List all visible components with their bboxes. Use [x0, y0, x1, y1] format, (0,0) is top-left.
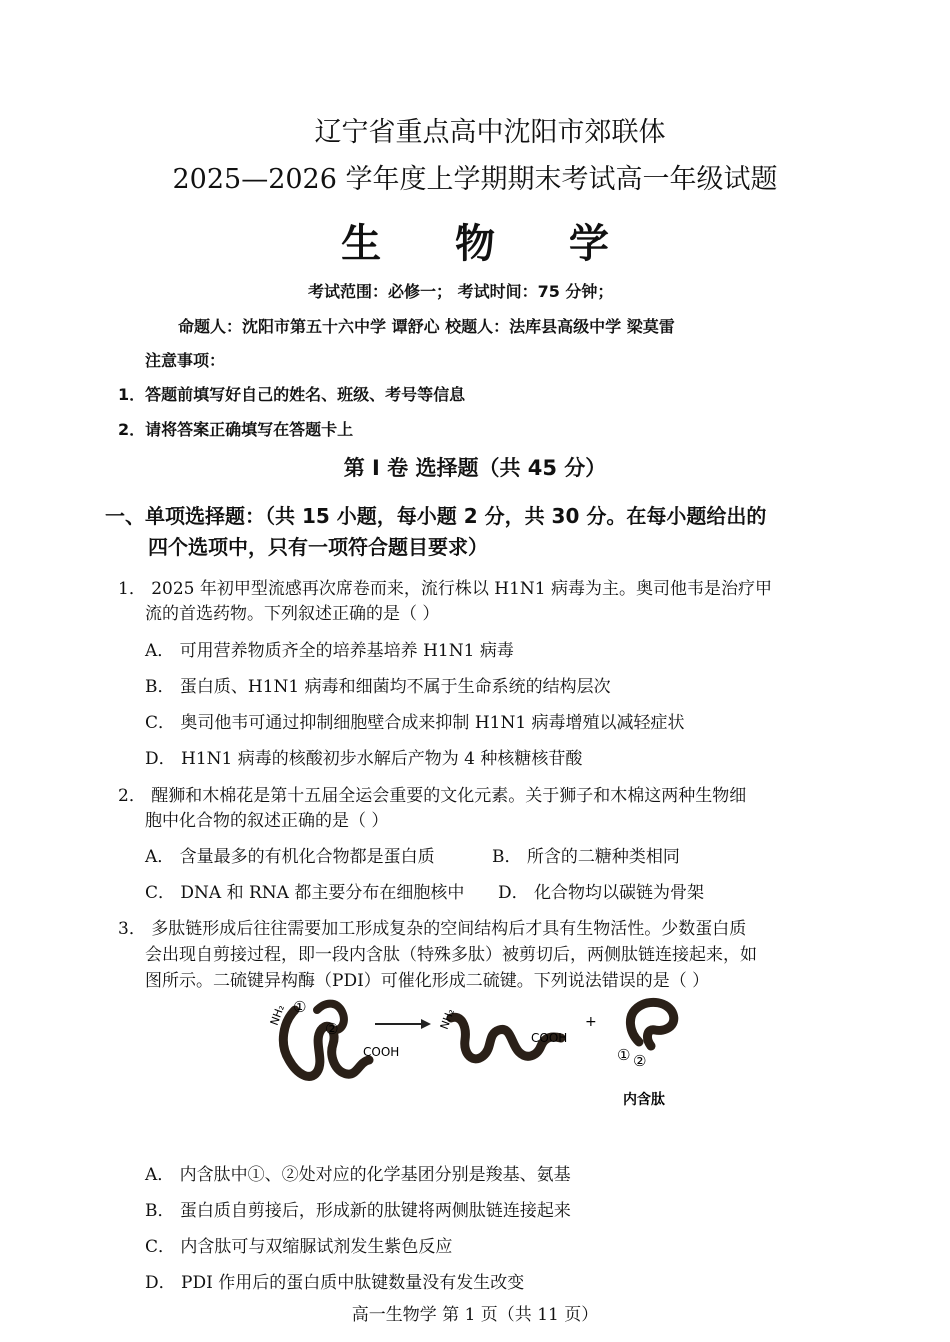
question-3-option-d: D． PDI 作用后的蛋白质中肽键数量没有发生改变 — [145, 1273, 525, 1293]
nh2-label-right: NH₂ — [437, 1007, 458, 1032]
site-1-label-intein: ① — [617, 1046, 631, 1064]
question-3-option-c: C． 内含肽可与双缩脲试剂发生紫色反应 — [145, 1237, 453, 1257]
nh2-label-left: NH₂ — [267, 1003, 288, 1028]
question-2-option-d: D． 化合物均以碳链为骨架 — [498, 883, 705, 903]
question-1-option-a: A． 可用营养物质齐全的培养基培养 H1N1 病毒 — [145, 641, 514, 661]
title-line-2: 2025—2026 学年度上学期期末考试高一年级试题 — [172, 164, 778, 195]
title-line-1: 辽宁省重点高中沈阳市郊联体 — [314, 117, 666, 148]
question-2-option-b: B． 所含的二糖种类相同 — [492, 847, 680, 867]
part-heading-line-1: 一、单项选择题：（共 15 小题，每小题 2 分，共 30 分。在每小题给出的 — [105, 504, 767, 528]
question-2-stem-line-2: 胞中化合物的叙述正确的是（ ） — [145, 811, 389, 831]
question-1-option-b: B． 蛋白质、H1N1 病毒和细菌均不属于生命系统的结构层次 — [145, 677, 611, 697]
question-1-stem-line-1: 1． 2025 年初甲型流感再次席卷而来，流行株以 H1N1 病毒为主。奥司他韦是治疗甲 — [118, 579, 773, 599]
intein-label: 内含肽 — [623, 1092, 665, 1108]
author-info: 命题人：沈阳市第五十六中学 谭舒心 校题人：法库县高级中学 梁莫雷 — [178, 317, 675, 336]
plus-sign: + — [585, 1014, 597, 1030]
question-2-stem-line-1: 2． 醒狮和木棉花是第十五届全运会重要的文化元素。关于狮子和木棉这两种生物细 — [118, 786, 747, 806]
protein-splicing-figure — [255, 982, 695, 1117]
question-3-option-a: A． 内含肽中①、②处对应的化学基团分别是羧基、氨基 — [145, 1165, 571, 1185]
intein-loop — [630, 1002, 673, 1046]
notice-heading: 注意事项： — [145, 351, 226, 370]
question-3-stem-line-2: 会出现自剪接过程，即一段内含肽（特殊多肽）被剪切后，两侧肽链连接起来，如 — [145, 945, 757, 965]
question-2-option-a: A． 含量最多的有机化合物都是蛋白质 — [145, 847, 435, 867]
notice-item-1: 1．答题前填写好自己的姓名、班级、考号等信息 — [118, 385, 466, 404]
notice-item-2: 2．请将答案正确填写在答题卡上 — [118, 420, 354, 439]
cooh-label-right: COOH — [531, 1031, 568, 1045]
subject-title: 生 物 学 — [341, 221, 639, 267]
question-3-option-b: B． 蛋白质自剪接后，形成新的肽键将两侧肽链连接起来 — [145, 1201, 571, 1221]
exam-info: 考试范围：必修一； 考试时间：75 分钟； — [308, 282, 614, 301]
question-2-option-c: C． DNA 和 RNA 都主要分布在细胞核中 — [145, 883, 465, 903]
question-1-option-c: C． 奥司他韦可通过抑制细胞壁合成来抑制 H1N1 病毒增殖以减轻症状 — [145, 713, 685, 733]
site-2-label-left: ② — [325, 1020, 339, 1038]
page-footer: 高一生物学 第 1 页（共 11 页） — [351, 1305, 599, 1325]
question-3-stem-line-3: 图所示。二硫键异构酶（PDI）可催化形成二硫键。下列说法错误的是（ ） — [145, 971, 710, 991]
question-3-stem-line-1: 3． 多肽链形成后往往需要加工形成复杂的空间结构后才具有生物活性。少数蛋白质 — [118, 919, 747, 939]
question-1-option-d: D． H1N1 病毒的核酸初步水解后产物为 4 种核糖核苷酸 — [145, 749, 583, 769]
cooh-label-left: COOH — [363, 1045, 400, 1059]
arrow-head — [421, 1019, 431, 1029]
question-1-stem-line-2: 流的首选药物。下列叙述正确的是（ ） — [145, 604, 440, 624]
section-title: 第 Ⅰ 卷 选择题（共 45 分） — [343, 456, 607, 480]
site-2-label-intein: ② — [633, 1052, 647, 1070]
part-heading-line-2: 四个选项中，只有一项符合题目要求） — [148, 535, 488, 559]
site-1-label-left: ① — [293, 998, 307, 1016]
